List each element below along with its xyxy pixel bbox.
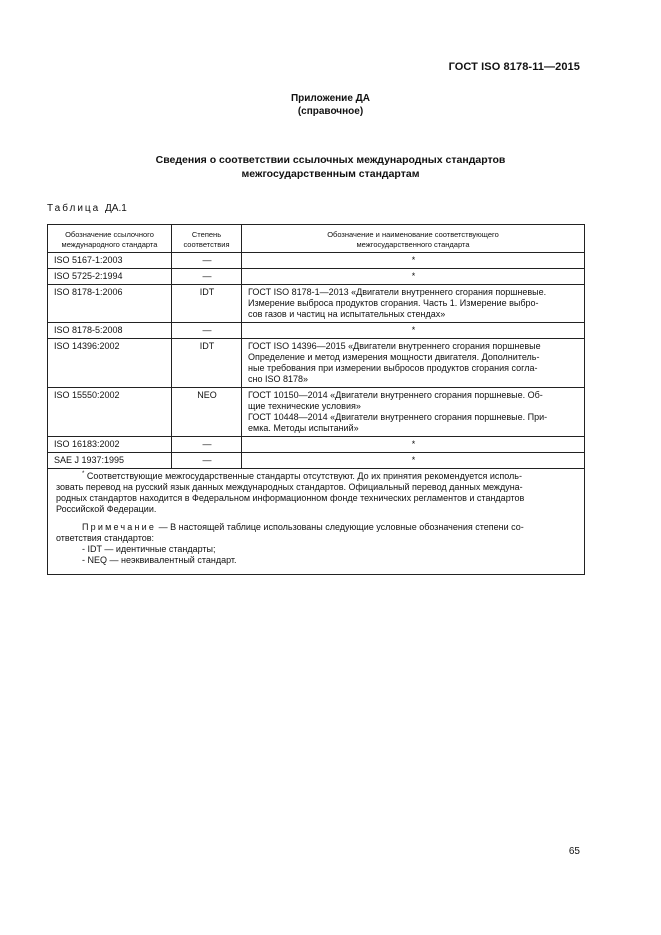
standard-cell (242, 253, 585, 269)
standard-cell (242, 285, 585, 323)
document-code: ГОСТ ISO 8178-11—2015 (448, 61, 580, 73)
table-header-row (48, 225, 585, 253)
standard-line: емка. Методы испытаний» (248, 423, 359, 433)
degree-cell: NEO (172, 388, 242, 437)
footnote-mark: * (82, 471, 85, 477)
table-footer (48, 469, 585, 575)
standard-line: * (411, 325, 416, 335)
degree-cell: — (172, 437, 242, 453)
reference-cell: ISO 14396:2002 (48, 339, 172, 388)
column-header-line: Обозначение и наименование соответствующего (327, 230, 499, 239)
footnote (56, 471, 576, 515)
degree-cell: — (172, 323, 242, 339)
reference-cell: SAE J 1937:1995 (48, 453, 172, 469)
table-row (48, 269, 585, 285)
footnote-line: Соответствующие межгосударственные стандарты отсутствуют. До их принятия рекомендуется исполь- (86, 471, 522, 481)
column-header-degree (172, 225, 242, 253)
standard-line: ГОСТ 10150—2014 «Двигатели внутреннего сгорания поршневые. Об- (248, 390, 543, 400)
standard-cell (242, 269, 585, 285)
column-header-line: межгосударственного стандарта (356, 239, 470, 249)
footnote-line: Российской Федерации. (56, 504, 157, 514)
column-header-reference (48, 225, 172, 253)
standard-cell (242, 388, 585, 437)
standard-line: * (411, 255, 416, 265)
standard-line: сов газов и частиц на испытательных стендах» (248, 309, 446, 319)
column-header-line: соответствия (183, 239, 230, 249)
note-label: Примечание (82, 522, 157, 532)
annex-subtitle: (справочное) (297, 106, 364, 117)
table-row (48, 453, 585, 469)
reference-cell: ISO 8178-5:2008 (48, 323, 172, 339)
section-title-line2: межгосударственным стандартам (241, 168, 420, 180)
standard-line: Определение и метод измерения мощности двигателя. Дополнитель- (248, 352, 540, 362)
footnote-line: родных стандартов находится в Федеральном информационном фонде технических регламентов и стандартов (56, 493, 525, 503)
standard-line: Измерение выброса продуктов сгорания. Часть 1. Измерение выбро- (248, 298, 539, 308)
page-number: 65 (568, 846, 580, 857)
reference-cell: ISO 16183:2002 (48, 437, 172, 453)
column-header-line: Степень (191, 230, 222, 239)
section-title-line1: Сведения о соответствии ссылочных международных стандартов (155, 154, 506, 166)
degree-cell: IDT (172, 339, 242, 388)
degree-cell: — (172, 453, 242, 469)
standard-line: ГОСТ ISO 14396—2015 «Двигатели внутреннего сгорания поршневые (248, 341, 541, 351)
reference-cell: ISO 5725-2:1994 (48, 269, 172, 285)
table-note (56, 522, 576, 566)
table-row (48, 253, 585, 269)
standard-cell (242, 323, 585, 339)
table-caption-number: ДА.1 (105, 203, 127, 214)
note-text: — В настоящей таблице использованы следующие условные обозначения степени со- (156, 522, 524, 532)
column-header-line: международного стандарта (61, 239, 158, 249)
annex-heading (0, 92, 661, 118)
degree-cell: — (172, 253, 242, 269)
standard-cell (242, 339, 585, 388)
standard-line: щие технические условия» (248, 401, 361, 411)
table-caption (47, 203, 127, 214)
standard-line: * (411, 271, 416, 281)
standard-line: сно ISO 8178» (248, 374, 309, 384)
standard-line: ГОСТ 10448—2014 «Двигатели внутреннего сгорания поршневые. При- (248, 412, 548, 422)
note-text-continued: ответствия стандартов: (56, 533, 155, 543)
reference-cell: ISO 8178-1:2006 (48, 285, 172, 323)
table-row (48, 323, 585, 339)
section-title (0, 153, 661, 181)
footnote-line: зовать перевод на русский язык данных международных стандартов. Официальный перевод данных междуна- (56, 482, 523, 492)
table-row (48, 437, 585, 453)
standard-line: ные требования при измерении выбросов продуктов сгорания согла- (248, 363, 538, 373)
standard-cell (242, 437, 585, 453)
column-header-line: Обозначение ссылочного (65, 230, 154, 239)
reference-cell: ISO 15550:2002 (48, 388, 172, 437)
standard-line: ГОСТ ISO 8178-1—2013 «Двигатели внутреннего сгорания поршневые. (248, 287, 547, 297)
correspondence-table (47, 224, 585, 575)
note-list-item: - NEQ — неэквивалентный стандарт. (82, 555, 237, 565)
table-footer-row (48, 469, 585, 575)
annex-title: Приложение ДА (290, 93, 371, 104)
degree-cell: IDT (172, 285, 242, 323)
degree-cell: — (172, 269, 242, 285)
table-row (48, 339, 585, 388)
table-row (48, 388, 585, 437)
reference-cell: ISO 5167-1:2003 (48, 253, 172, 269)
standard-line: * (411, 455, 416, 465)
standard-cell (242, 453, 585, 469)
standard-line: * (411, 439, 416, 449)
column-header-interstate (242, 225, 585, 253)
table-row (48, 285, 585, 323)
table-caption-word: Таблица (47, 203, 101, 214)
note-list-item: - IDT — идентичные стандарты; (82, 544, 216, 554)
